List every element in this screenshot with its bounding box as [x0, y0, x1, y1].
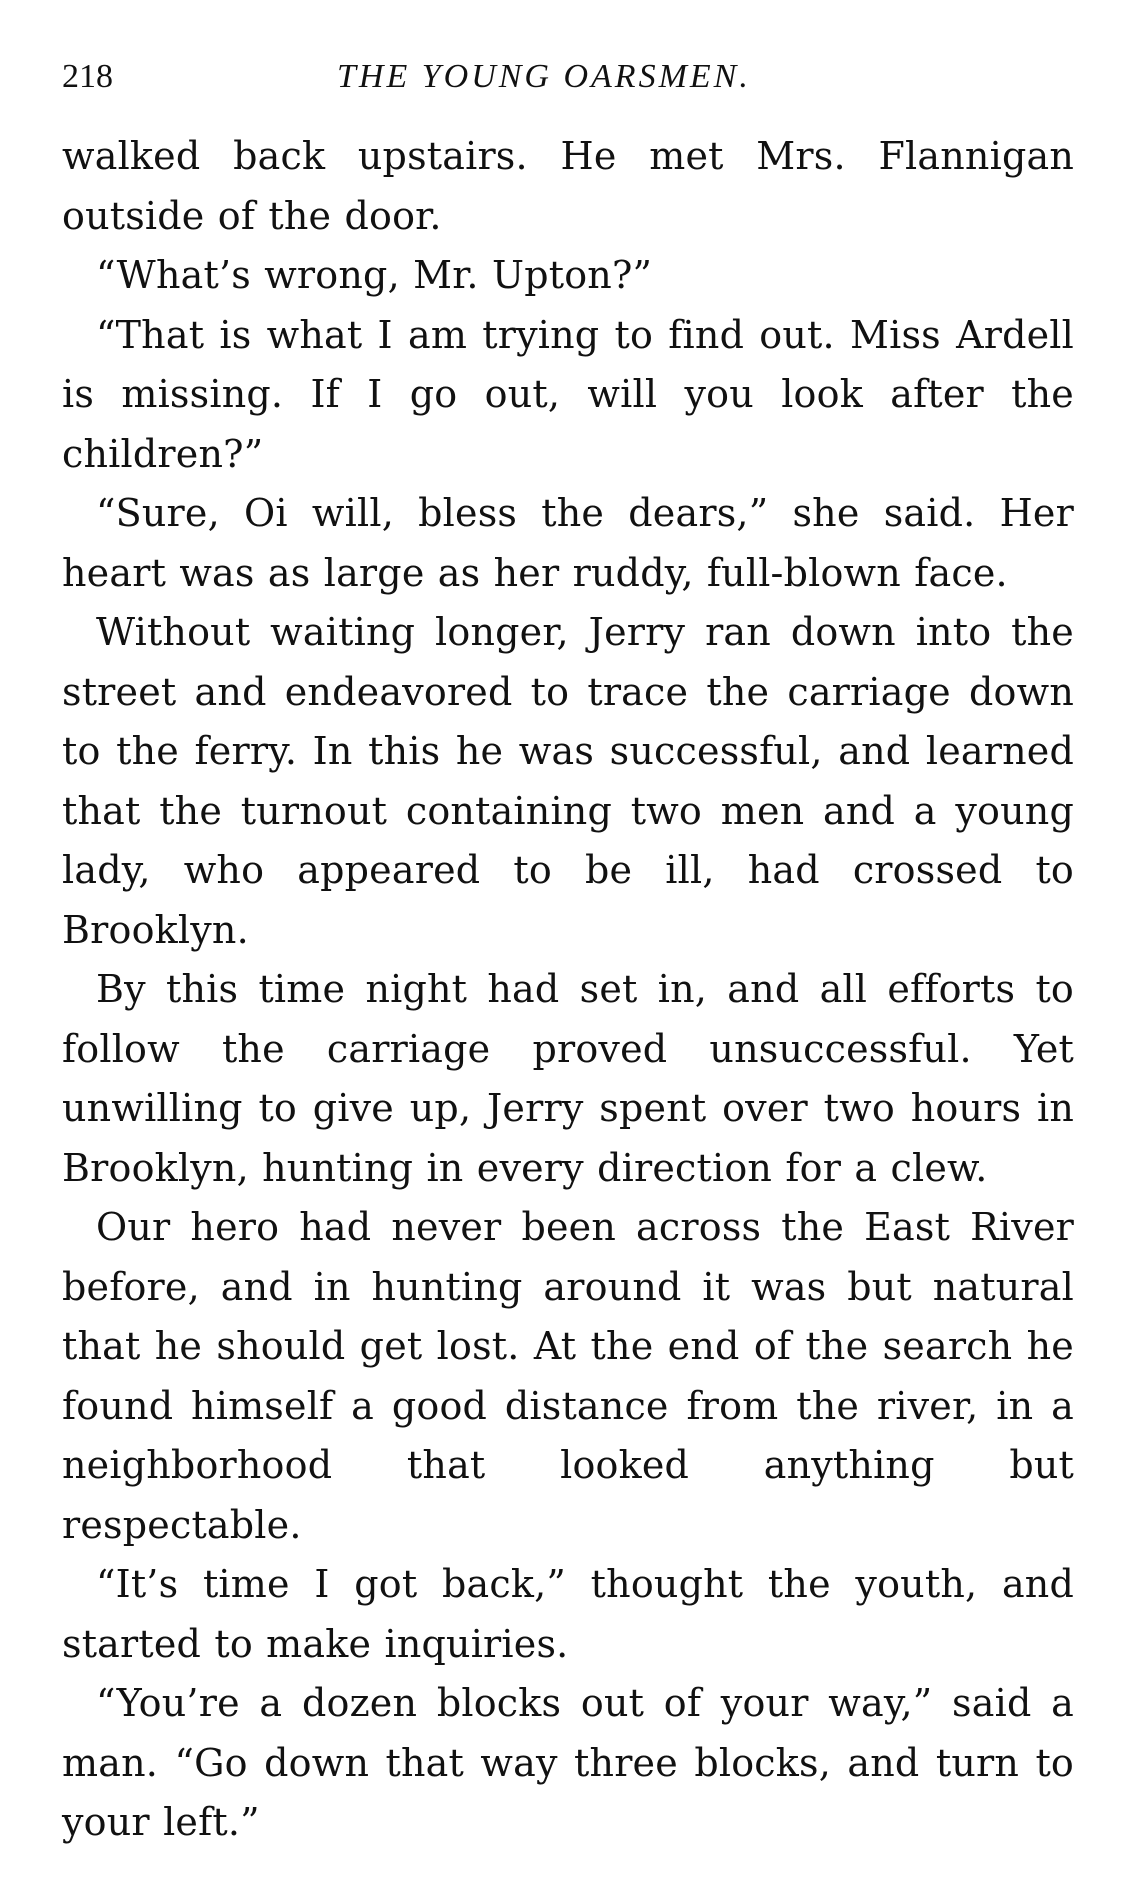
running-head: [62, 52, 1072, 102]
book-title: THE YOUNG OARSMEN.: [337, 58, 751, 95]
paragraph: Our hero had never been across the East River before, and in hunting around it was but natural that he should get lost. At the end of the search he found himself a good distance from the river, in a neighborhood that looked anything but respectable.: [62, 1205, 1074, 1547]
paragraph: Without waiting longer, Jerry ran down into the street and endeavored to trace the carriage down to the ferry. In this he was successful, and learned that the turnout containing two men and a young lady, who appeared to be ill, had crossed to Brooklyn.: [62, 610, 1074, 952]
page-number: 218: [62, 58, 113, 95]
paragraph: “You’re a dozen blocks out of your way,” said a man. “Go down that way three blocks, and turn to your left.”: [62, 1681, 1074, 1844]
paragraph: By this time night had set in, and all efforts to follow the carriage proved unsuccessful. Yet unwilling to give up, Jerry spent over two hours in Brooklyn, hunting in every direction for a clew.: [62, 967, 1074, 1190]
paragraph: “It’s time I got back,” thought the youth, and started to make inquiries.: [62, 1562, 1074, 1666]
paragraph-continuation: walked back upstairs. He met Mrs. Flannigan outside of the door.: [62, 134, 1074, 238]
paragraph: “What’s wrong, Mr. Upton?”: [96, 253, 653, 297]
paragraph: “That is what I am trying to find out. Miss Ardell is missing. If I go out, will you look after the children?”: [62, 312, 1074, 476]
body-text: [62, 127, 1074, 1853]
paragraph: “Sure, Oi will, bless the dears,” she said. Her heart was as large as her ruddy, full-blown face.: [62, 491, 1074, 595]
